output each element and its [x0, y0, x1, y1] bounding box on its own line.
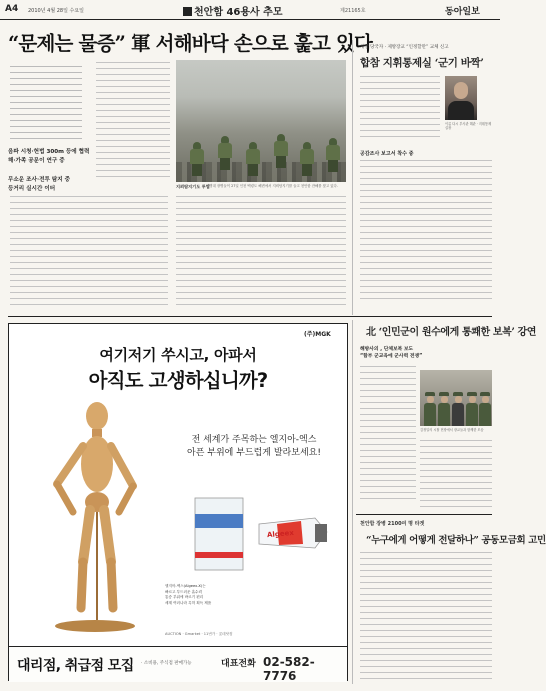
ad-phone-label: 대표전화	[221, 659, 256, 669]
issue-date: 2010년 4월 28일 수요일	[28, 8, 85, 14]
portrait-caption: 이름 다시 부사관 해관 · 지휘통제실장	[445, 122, 492, 131]
mgk-advertisement[interactable]	[8, 323, 348, 681]
ad-headline-1: 여기저기 쑤시고, 아파서	[99, 346, 257, 364]
ad-bullet-list	[165, 584, 275, 606]
soldier-figure	[326, 138, 340, 172]
article-subhead	[8, 148, 89, 165]
cheonan-body-lines	[360, 552, 492, 684]
ad-bullet: 빠르고 부드러운 흡수력	[165, 589, 202, 594]
officer-figure	[466, 392, 478, 426]
ad-copy	[169, 434, 339, 460]
portrait-photo	[445, 76, 477, 120]
nk-officers-photo	[420, 370, 492, 426]
nk-photo-caption: 김정일의 시찰 현장에서 장교들과 함께한 모습	[420, 428, 484, 432]
article-subhead	[8, 176, 70, 193]
ad-headline-2: 아직도 고생하십니까?	[88, 369, 268, 392]
section-divider	[8, 316, 492, 317]
wooden-figurine-image	[35, 394, 155, 634]
officer-figure	[452, 392, 464, 426]
product-box-image	[189, 494, 249, 574]
special-section-title	[183, 3, 283, 18]
ad-recruit-title: 대리점, 취급점 모집	[17, 658, 134, 674]
page-number: A4	[5, 4, 19, 14]
officer-figure	[438, 392, 450, 426]
product-name: Algeex	[266, 528, 295, 540]
right-article-headline: 합참 지휘통제실 ‘군기 바짝’	[360, 57, 484, 69]
ribbon-icon	[183, 7, 192, 16]
nk-body-lines-2	[420, 440, 492, 512]
right-article-subhead: 공감조사 보고서 착수 중	[360, 151, 414, 157]
soldier-figure	[190, 142, 204, 176]
soldier-figure	[246, 142, 260, 176]
ad-brand-name: (주)MGK	[304, 331, 331, 338]
column-divider	[352, 40, 353, 315]
body-text-lines-col2	[96, 62, 170, 182]
deck-line: 해방사의 , 단체보복 보도	[360, 347, 414, 352]
ad-phone-number[interactable]: 02-582-7776	[263, 655, 315, 683]
ad-bullet: 엘지아-엑스(Algeex-X)는	[165, 584, 206, 588]
subhead-line: 무소운 조사·전투 탐지 중	[8, 177, 71, 183]
left-column-lines	[10, 66, 82, 144]
ad-bullet: 세계 여러나라 특허 획득 제품	[165, 600, 212, 605]
section-divider	[356, 514, 492, 515]
right-body-lines	[360, 76, 440, 142]
edition-number: 제21165호	[340, 8, 366, 14]
officer-figure	[424, 392, 436, 426]
ad-bullet: 통증 부위에 바르기 편리	[165, 595, 204, 599]
subhead-line: 등거리 실시간 이터	[8, 185, 56, 192]
officer-figure	[479, 392, 491, 426]
soldier-figure	[218, 136, 232, 170]
photo-caption-label: 지뢰탐지기도 투입	[176, 184, 210, 189]
soldier-figure	[274, 134, 288, 168]
special-section-label: 천안함 46용사 추모	[194, 7, 283, 18]
column-divider	[352, 320, 353, 684]
nk-article-deck	[360, 347, 422, 360]
cheonan-headline: “누구에게 어떻게 전달하나” 공동모금회 고민	[366, 535, 546, 546]
right-body-lines-2	[360, 160, 492, 304]
body-text-lines-middle	[176, 196, 346, 310]
soldiers-photo	[176, 60, 346, 182]
page-header-bar	[0, 0, 500, 20]
right-article-kicker: 채방 당국자 · 제방장교 “인정할만” 교체 신고	[360, 45, 449, 50]
main-headline: “문제는 물증” 軍 서해바닥 손으로 훑고 있다	[8, 32, 373, 55]
soldier-figure	[300, 142, 314, 176]
nk-article-headline: 北 ‘인민군이 원수에게 통쾌한 보복’ 강연	[366, 327, 537, 338]
ad-copy-line-1: 전 세계가 주목하는 엘지아-엑스	[191, 435, 317, 445]
photo-caption: 해병대 장병들이 27일 인천 백령도 해변에서 지뢰탐지기를 들고 천안함 잔해를 찾고 있다.	[206, 184, 338, 188]
ad-copy-line-2: 아픈 부위에 부드럽게 발라보세요!	[187, 448, 321, 458]
subhead-line: 음파 시청·헌법 300m 등에 협력	[8, 149, 90, 155]
body-text-lines-left	[10, 196, 168, 310]
ad-recruit-subtitle: · 소비용, 주식점 판매가능	[141, 661, 192, 666]
newspaper-name: 동아일보	[445, 7, 480, 17]
subhead-line: 해·가족 공문이 연구 중	[8, 157, 65, 164]
nk-body-lines	[360, 366, 416, 504]
deck-line: “함부 군교육에 군사력 전쟁”	[360, 353, 423, 359]
cheonan-section-label: 천안함 장병 2100여 명 타겟	[360, 521, 425, 527]
ad-footer	[9, 646, 347, 682]
ad-retailers: AUCTION · Gmarket · 11번가 · 롯데닷컴	[165, 632, 233, 636]
